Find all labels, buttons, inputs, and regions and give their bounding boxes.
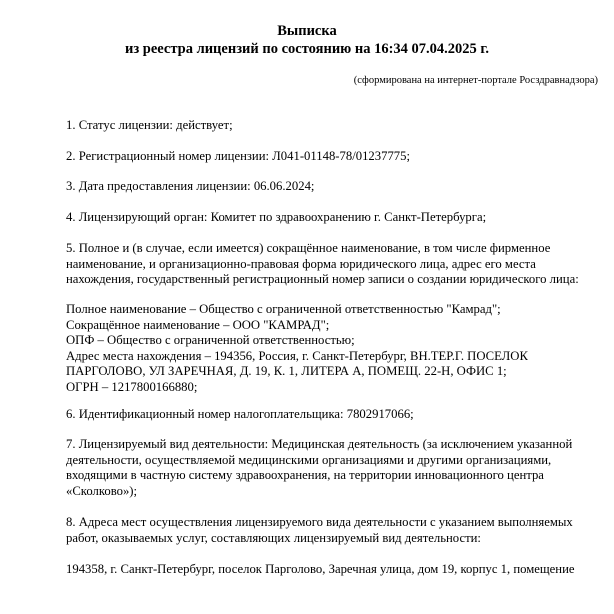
org-ogrn: ОГРН – 1217800166880; <box>66 379 198 394</box>
text-line: деятельности, осуществляемой медицинскими организациями и другими организациями, <box>66 452 552 467</box>
text-line: нахождения, государственный регистрационный номер записи о создании юридического лица: <box>66 272 579 287</box>
item-activity-type <box>66 437 586 499</box>
org-full-name: Полное наименование – Общество с ограниченной ответственностью "Камрад"; <box>66 302 501 316</box>
document-title: Выписка <box>277 23 337 39</box>
organization-details <box>66 302 586 396</box>
text-line: входящими в частную систему здравоохранения, на территории инновационного центра <box>66 468 544 483</box>
item-activity-addresses <box>66 515 586 546</box>
document-subtitle: из реестра лицензий по состоянию на 16:34 07.04.2025 г. <box>124 41 490 57</box>
org-short-name: Сокращённое наименование – ООО "КАМРАД"; <box>66 317 330 332</box>
text-line: 7. Лицензируемый вид деятельности: Медицинская деятельность (за исключением указанной <box>66 437 573 451</box>
text-line: работ, оказываемых услуг, составляющих лицензируемый вид деятельности: <box>66 530 481 545</box>
generation-note: (сформирована на интернет-портале Росздравнадзора) <box>353 75 598 86</box>
item-inn: 6. Идентификационный номер налогоплательщика: 7802917066; <box>66 407 414 421</box>
item-licensing-authority: 4. Лицензирующий орган: Комитет по здравоохранению г. Санкт-Петербурга; <box>66 210 487 224</box>
text-line: 5. Полное и (в случае, если имеется) сокращённое наименование, в том числе фирменное <box>66 241 551 255</box>
org-address: Адрес места нахождения – 194356, Россия, г. Санкт-Петербург, ВН.ТЕР.Г. ПОСЕЛОК <box>66 348 528 363</box>
item-organization-heading <box>66 241 586 288</box>
text-line: 8. Адреса мест осуществления лицензируемого вида деятельности с указанием выполняемых <box>66 515 573 529</box>
text-line: «Сколково»); <box>66 483 138 498</box>
text-line: наименование, и организационно-правовая форма юридического лица, адрес его места <box>66 256 536 271</box>
org-legal-form: ОПФ – Общество с ограниченной ответственностью; <box>66 333 355 348</box>
org-address-continued: ПАРГОЛОВО, УЛ ЗАРЕЧНАЯ, Д. 19, К. 1, ЛИТЕРА А, ПОМЕЩ. 22-Н, ОФИС 1; <box>66 364 507 379</box>
item-registration-number: 2. Регистрационный номер лицензии: Л041-01148-78/01237775; <box>66 149 411 163</box>
item-license-date: 3. Дата предоставления лицензии: 06.06.2024; <box>66 179 315 193</box>
item-license-status: 1. Статус лицензии: действует; <box>66 118 233 132</box>
activity-address: 194358, г. Санкт-Петербург, поселок Парголово, Заречная улица, дом 19, корпус 1, помещение <box>66 562 575 576</box>
